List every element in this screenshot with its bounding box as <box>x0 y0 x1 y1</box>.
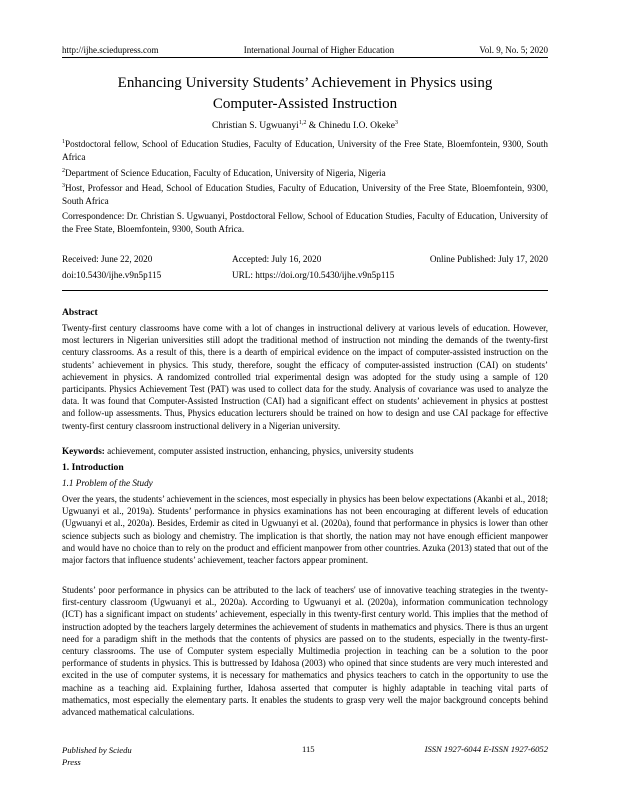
header-journal: International Journal of Higher Education <box>243 45 395 55</box>
section-introduction: 1. Introduction <box>62 462 124 473</box>
footer-issn: ISSN 1927-6044 E-ISSN 1927-6052 <box>424 744 548 754</box>
keywords <box>62 446 548 456</box>
published-date: Online Published: July 17, 2020 <box>429 254 548 264</box>
footer-publisher: Published by Sciedu Press <box>62 745 132 767</box>
affiliation-1 <box>62 138 548 164</box>
running-header <box>62 45 548 58</box>
divider <box>62 290 548 291</box>
author-1-affil: 1,2 <box>298 119 307 126</box>
author-separator: & <box>306 121 319 131</box>
keywords-label: Keywords: <box>62 446 105 456</box>
abstract-heading: Abstract <box>62 307 98 318</box>
affiliation-2-num: 2 <box>62 167 65 174</box>
header-volume: Vol. 9, No. 5; 2020 <box>479 45 548 55</box>
affiliation-2 <box>62 167 548 180</box>
affiliation-3-text: Host, Professor and Head, School of Education Studies, Faculty of Education, University of the Free State, Bloemfontein, 9300, South Africa <box>62 183 548 206</box>
intro-paragraph-1: Over the years, the students’ achievement in the sciences, most especially in physics has been below expectations (Akanbi et al., 2018; Ugwuanyi et al., 2019a). Students’ performance in physics examinations has not been encouraging at different levels of education (Ugwuanyi et al., 2020a). Besides, Erdemir as cited in Ugwuanyi et al. (2020a), found that performance in physics is lower than other science subjects such as biology and chemistry. The implication is that shortly, the nation may not have enough efficient manpower and would have no choice than to rely on the product and efficient manpower from other countries. Azuka (2013) stated that out of the major factors that influence students’ achievement, teacher factors appear prominent. <box>62 494 548 566</box>
doi-url[interactable]: URL: https://doi.org/10.5430/ijhe.v9n5p115 <box>232 270 395 280</box>
affiliation-1-text: Postdoctoral fellow, School of Education Studies, Faculty of Education, University of the Free State, Bloemfontein, 9300, South Africa <box>62 139 548 162</box>
affiliation-1-num: 1 <box>62 138 65 145</box>
author-1: Christian S. Ugwuanyi <box>212 121 299 131</box>
paper-title <box>62 73 548 115</box>
doi: doi:10.5430/ijhe.v9n5p115 <box>62 270 162 280</box>
page-number: 115 <box>302 744 315 754</box>
accepted-date: Accepted: July 16, 2020 <box>232 254 322 264</box>
abstract-text: Twenty-first century classrooms have come with a lot of changes in instructional delivery at various levels of education. However, most lecturers in Nigerian universities still adopt the traditional method of instruction not minding the demands of the twenty-first century classrooms. As a result of this, there is a dearth of empirical evidence on the impact of computer-assisted instruction on the students’ achievement in physics. This study, therefore, sought the efficacy of computer-assisted instruction (CAI) on students’ achievement in physics. A randomized controlled trial experimental design was adopted for the study using a sample of 120 participants. Physics Achievement Test (PAT) was used to collect data for the study. Analysis of covariance was used to analyze the data. It was found that Computer-Assisted Instruction (CAI) had a significant effect on students’ achievement in physics at posttest and follow-up assessments. Thus, Physics education lecturers should be trained on how to design and use CAI package for effective twenty-first century classroom instructional delivery in a Nigerian university. <box>62 323 548 431</box>
affiliation-3 <box>62 182 548 208</box>
author-list <box>62 121 548 131</box>
header-url[interactable]: http://ijhe.sciedupress.com <box>62 45 159 55</box>
affiliation-2-text: Department of Science Education, Faculty of Education, University of Nigeria, Nigeria <box>65 168 386 178</box>
keywords-list: achievement, computer assisted instruction, enhancing, physics, university students <box>104 446 414 456</box>
received-date: Received: June 22, 2020 <box>62 254 153 264</box>
affiliation-3-num: 3 <box>62 182 65 189</box>
title-line-2: Computer-Assisted Instruction <box>212 96 398 112</box>
intro-paragraph-2: Students’ poor performance in physics can be attributed to the lack of teachers' use of innovative teaching strategies in the twenty-first-century classroom (Ugwuanyi et al., 2020a). According to Ugwuanyi et al. (2020a), information communication technology (ICT) has a significant impact on students’ achievement, especially in this twenty-first century world. This implies that the method of instruction adopted by the teachers largely determines the achievement of students in mathematics and physics. There is thus an urgent need for a paradigm shift in the methods that the contents of physics are passed on to the students, especially in the twenty-first-century classrooms. The use of Computer system especially Multimedia projection in teaching can be a solution to the poor performance of students in physics. This is buttressed by Idahosa (2003) who opined that since students are very much interested and excited in the use of computer systems, it is necessary for mathematics and physics teachers to catch in the opportunity to use the machine as a teaching aid. Explaining further, Idahosa asserted that computer is highly adaptable in teaching vital parts of mathematics, most especially the elementary parts. It enables the students to grasp very well the major background concepts behind advanced mathematical calculations. <box>62 585 548 718</box>
correspondence: Correspondence: Dr. Christian S. Ugwuanyi, Postdoctoral Fellow, School of Education Studies, Faculty of Education, University of the Free State, Bloemfontein, 9300, South Africa. <box>62 211 548 234</box>
author-2-affil: 3 <box>394 119 398 126</box>
subsection-problem: 1.1 Problem of the Study <box>62 478 153 488</box>
title-line-1: Enhancing University Students’ Achievement in Physics using <box>117 75 493 91</box>
author-2: Chinedu I.O. Okeke <box>318 121 395 131</box>
